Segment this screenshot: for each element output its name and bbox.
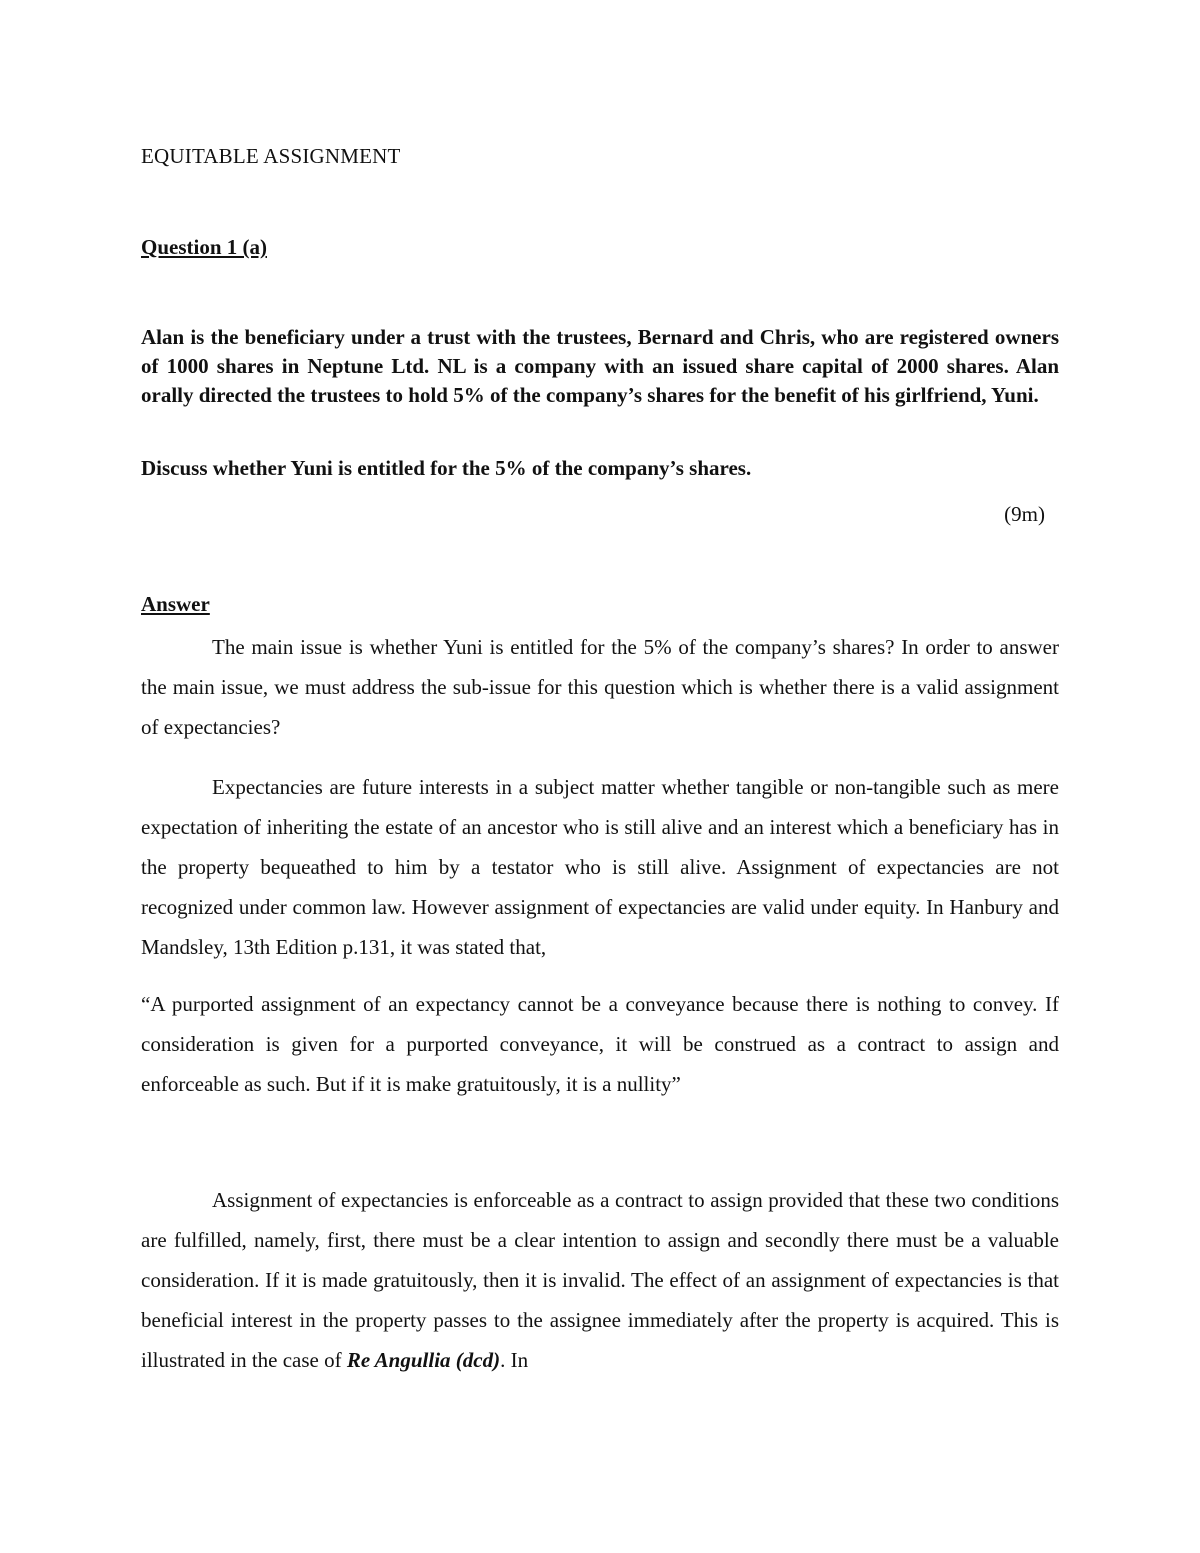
document-title: EQUITABLE ASSIGNMENT (141, 144, 401, 168)
answer-paragraph-expectancies: Expectancies are future interests in a subject matter whether tangible or non-tangible such as mere expectation of inheriting the estate of an ancestor who is still alive and an interest which a beneficiary has in the property bequeathed to him by a testator who is still alive. Assignment of expectancies are not recognized under common law. However assignment of expectancies are valid under equity. In Hanbury and Mandsley, 13th Edition p.131, it was stated that, (141, 775, 1059, 959)
question-text: Alan is the beneficiary under a trust with the trustees, Bernard and Chris, who are registered owners of 1000 shares in Neptune Ltd. NL is a company with an issued share capital of 2000 shares. Alan orally directed the trustees to hold 5% of the company’s shares for the benefit of his girlfriend, Yuni. (141, 325, 1059, 407)
answer-paragraph-conditions (141, 1180, 1059, 1380)
case-citation: Re Angullia (dcd) (346, 1348, 501, 1372)
question-heading: Question 1 (a) (141, 235, 267, 259)
quotation-paragraph: “A purported assignment of an expectancy cannot be a conveyance because there is nothing to convey. If consideration is given for a purported conveyance, it will be construed as a contract to assign and enforceable as such. But if it is make gratuitously, it is a nullity” (141, 992, 1059, 1096)
paragraph-text-end: . In (500, 1348, 529, 1372)
marks-label: (9m) (1004, 502, 1045, 526)
discuss-prompt: Discuss whether Yuni is entitled for the 5% of the company’s shares. (141, 456, 752, 480)
answer-paragraph-issue: The main issue is whether Yuni is entitled for the 5% of the company’s shares? In order to answer the main issue, we must address the sub-issue for this question which is whether there is a valid assignment of expectancies? (141, 635, 1059, 739)
answer-heading: Answer (141, 592, 210, 616)
paragraph-text: Assignment of expectancies is enforceable as a contract to assign provided that these two conditions are fulfilled, namely, first, there must be a clear intention to assign and secondly there must be a valuable consideration. If it is made gratuitously, then it is invalid. The effect of an assignment of expectancies is that beneficial interest in the property passes to the assignee immediately after the property is acquired. This is illustrated in the case of (141, 1188, 1059, 1372)
